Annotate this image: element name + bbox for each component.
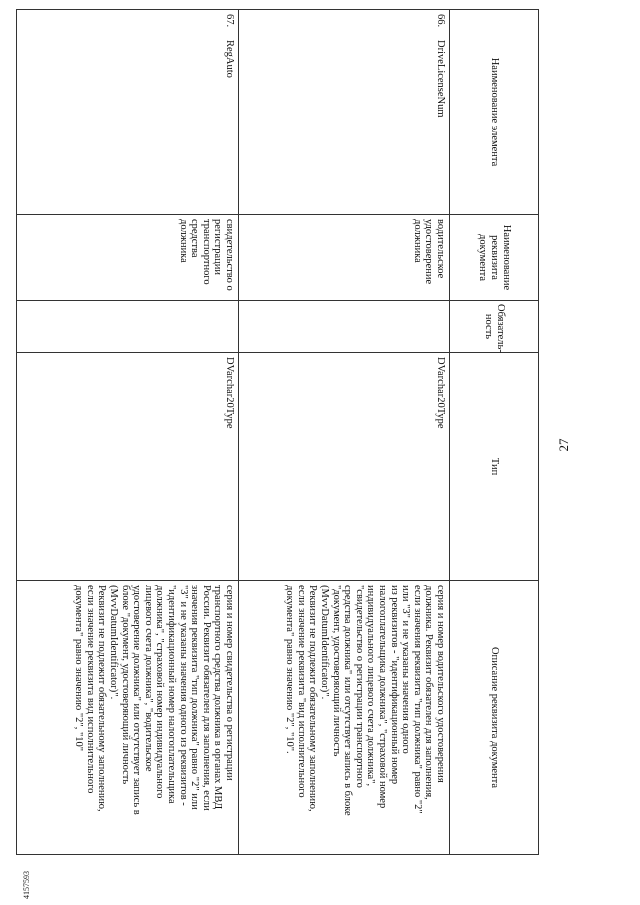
table-row — [17, 10, 239, 855]
document-code: 4157593 — [22, 871, 31, 899]
cell-requisite-name: свидетельство о регистрации транспортного средства должника — [17, 215, 239, 301]
header-description: Описание реквизита документа — [450, 581, 539, 855]
header-mandatory: Обязатель- ность — [450, 301, 539, 353]
cell-element — [17, 10, 239, 215]
cell-element — [239, 10, 450, 215]
header-row — [450, 10, 539, 855]
cell-mandatory — [239, 301, 450, 353]
header-element-name: Наименование элемента — [450, 10, 539, 215]
cell-description: серия и номер свидетельства о регистрации транспортного средства должника в органах МВД России. Реквизит обязателен для заполнения, если значения реквизита "тип должника" равно "2" или "3" и не указаны значения одного из реквизитов - "идентификационный номер налогоплательщика должника", "страховой номер индивидуального лицевого счета должника", "водительское удостоверение должника" или отсутствует запись в блоке "документ, удостоверяющий личность (MvvDatumIdentificator)". Реквизит не подлежит обязательному заполнению, если значение реквизита вид исполнительного документа" равно значению "2", "10" — [17, 581, 239, 855]
table-row — [239, 10, 450, 855]
cell-requisite-name: водительское удостоверение должника — [239, 215, 450, 301]
table-body — [17, 10, 450, 855]
row-number: 67. — [224, 14, 235, 28]
header-requisite-name: Наименование реквизита документа — [450, 215, 539, 301]
element-name: RegAuto — [224, 40, 235, 78]
cell-mandatory — [17, 301, 239, 353]
element-name: DriveLicenseNum — [435, 40, 446, 118]
cell-type: DVarchar20Type — [17, 353, 239, 581]
cell-description: серия и номер водительского удостоверения должника. Реквизит обязателен для заполнения, если значения реквизита "тип должника" равно "2" или "3" и не указаны значения одного из реквизитов - "идентификационный номер налогоплательщика должника", "страховой номер индивидуального лицевого счета должника", "свидетельство о регистрации транспортного средства должника" или отсутствует запись в блоке "документ, удостоверяющий личность (MvvDatumIdentificator)". Реквизит не подлежит обязательному заполнению, если значение реквизита "вид исполнительного документа" равно значению "2", "10". — [239, 581, 450, 855]
table-header — [450, 10, 539, 855]
requisites-table — [16, 9, 539, 855]
header-type: Тип — [450, 353, 539, 581]
cell-type: DVarchar20Type — [239, 353, 450, 581]
row-number: 66. — [435, 14, 446, 28]
page-number: 27 — [556, 438, 571, 452]
